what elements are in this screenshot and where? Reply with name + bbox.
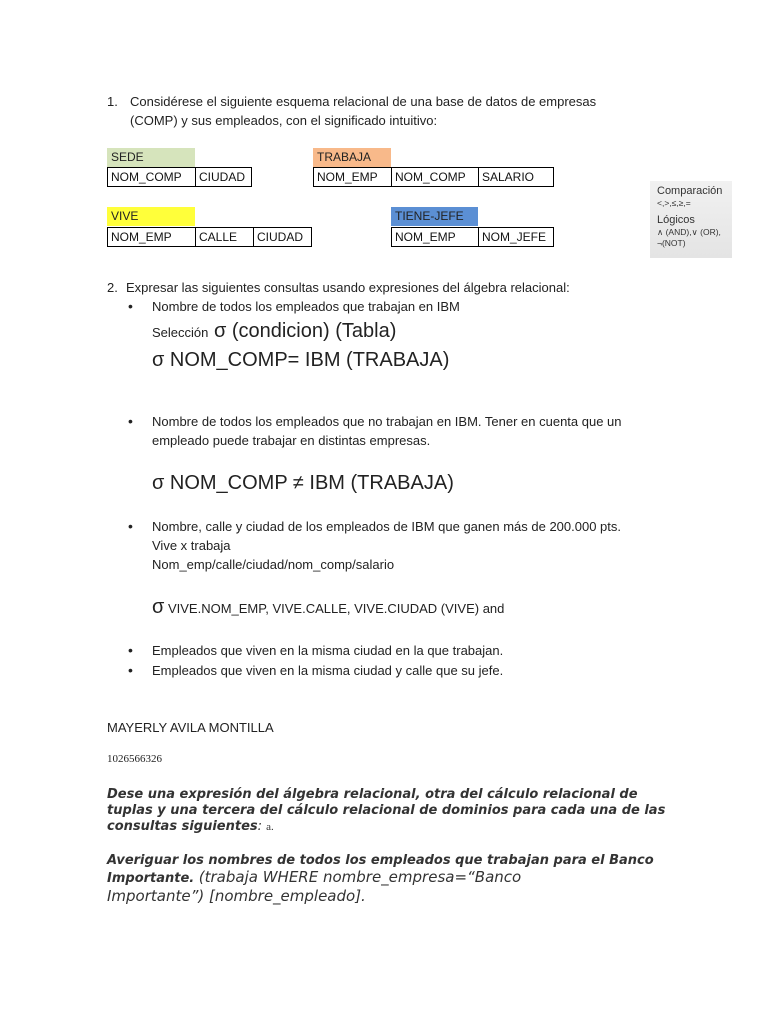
bullet-icon: • — [128, 413, 133, 429]
legend-logical-ops-not: ¬(NOT) — [657, 238, 686, 248]
table-col: NOM_EMP — [107, 227, 196, 247]
table-name-sede: SEDE — [107, 148, 195, 167]
expr-3-rest: VIVE.NOM_EMP, VIVE.CALLE, VIVE.CIUDAD (VIVE) and — [164, 601, 505, 616]
bullet-icon: • — [128, 642, 133, 658]
p2-line1: Averiguar los nombres de todos los empleados que trabajan para el Banco — [107, 853, 654, 868]
q2-bullet-3-line3: Nom_emp/calle/ciudad/nom_comp/salario — [152, 557, 395, 572]
q2-bullet-1: Nombre de todos los empleados que trabajan en IBM — [152, 299, 460, 314]
bullet-icon: • — [128, 298, 133, 314]
table-col: NOM_COMP — [107, 167, 196, 187]
table-name-trabaja: TRABAJA — [313, 148, 391, 167]
expr-2: σ NOM_COMP ≠ IBM (TRABAJA) — [152, 472, 454, 494]
p1-line3 — [107, 819, 274, 835]
bullet-icon: • — [128, 662, 133, 678]
q1-line1: Considérese el siguiente esquema relacional de una base de datos de empresas — [130, 94, 597, 109]
q2-bullet-2-line1: Nombre de todos los empleados que no trabajan en IBM. Tener en cuenta que un — [152, 414, 622, 429]
p1-line3-item: a. — [266, 821, 274, 833]
table-col: NOM_JEFE — [478, 227, 554, 247]
p2-line2-expr: (trabaja WHERE nombre_empresa=“Banco — [198, 868, 522, 886]
q2-number: 2. — [107, 280, 118, 295]
p1-line3-text: consultas siguientes — [107, 819, 258, 834]
legend-logical-ops: ∧ (AND),∨ (OR), — [657, 227, 721, 237]
author-name: MAYERLY AVILA MONTILLA — [107, 720, 274, 735]
seleccion-label: Selección — [152, 325, 209, 340]
operators-legend — [650, 181, 732, 258]
table-col: NOM_EMP — [391, 227, 479, 247]
table-name-tiene-jefe: TIENE-JEFE — [391, 207, 478, 226]
q1-line2: (COMP) y sus empleados, con el significado intuitivo: — [130, 113, 438, 128]
bullet-icon: • — [128, 518, 133, 534]
table-col: SALARIO — [478, 167, 554, 187]
q2-bullet-5: Empleados que viven en la misma ciudad y calle que su jefe. — [152, 663, 504, 678]
author-id: 1026566326 — [107, 753, 162, 765]
p2-line2 — [107, 869, 521, 887]
p2-line3: Importante”) [nombre_empleado]. — [107, 887, 366, 905]
q2-bullet-3-line1: Nombre, calle y ciudad de los empleados de IBM que ganen más de 200.000 pts. — [152, 519, 622, 534]
legend-comparison-ops: <,>,≤,≥,= — [657, 198, 691, 208]
q1-number: 1. — [107, 94, 118, 109]
seleccion-line — [152, 318, 396, 346]
q2-intro: Expresar las siguientes consultas usando expresiones del álgebra relacional: — [126, 280, 570, 295]
q2-bullet-4: Empleados que viven en la misma ciudad en la que trabajan. — [152, 643, 504, 658]
q2-bullet-2-line2: empleado puede trabajar en distintas empresas. — [152, 433, 431, 448]
expr-1: σ NOM_COMP= IBM (TRABAJA) — [152, 349, 450, 371]
legend-logical-title: Lógicos — [657, 214, 695, 226]
p2-line2-text: Importante. — [107, 871, 199, 886]
seleccion-expr: σ (condicion) (Tabla) — [213, 320, 397, 342]
table-col: NOM_EMP — [313, 167, 392, 187]
table-name-vive: VIVE — [107, 207, 195, 226]
table-col: NOM_COMP — [391, 167, 479, 187]
q2-bullet-3-line2: Vive x trabaja — [152, 538, 231, 553]
expr-3 — [152, 596, 504, 619]
table-col: CIUDAD — [253, 227, 312, 247]
table-col: CIUDAD — [195, 167, 252, 187]
legend-comparison-title: Comparación — [657, 185, 723, 197]
expr-3-sigma: σ — [152, 596, 165, 618]
table-col: CALLE — [195, 227, 254, 247]
p1-line3-colon: : — [257, 819, 267, 834]
p1-line1: Dese una expresión del álgebra relacional, otra del cálculo relacional de — [107, 787, 638, 802]
p1-line2: tuplas y una tercera del cálculo relacional de dominios para cada una de las — [107, 803, 666, 818]
